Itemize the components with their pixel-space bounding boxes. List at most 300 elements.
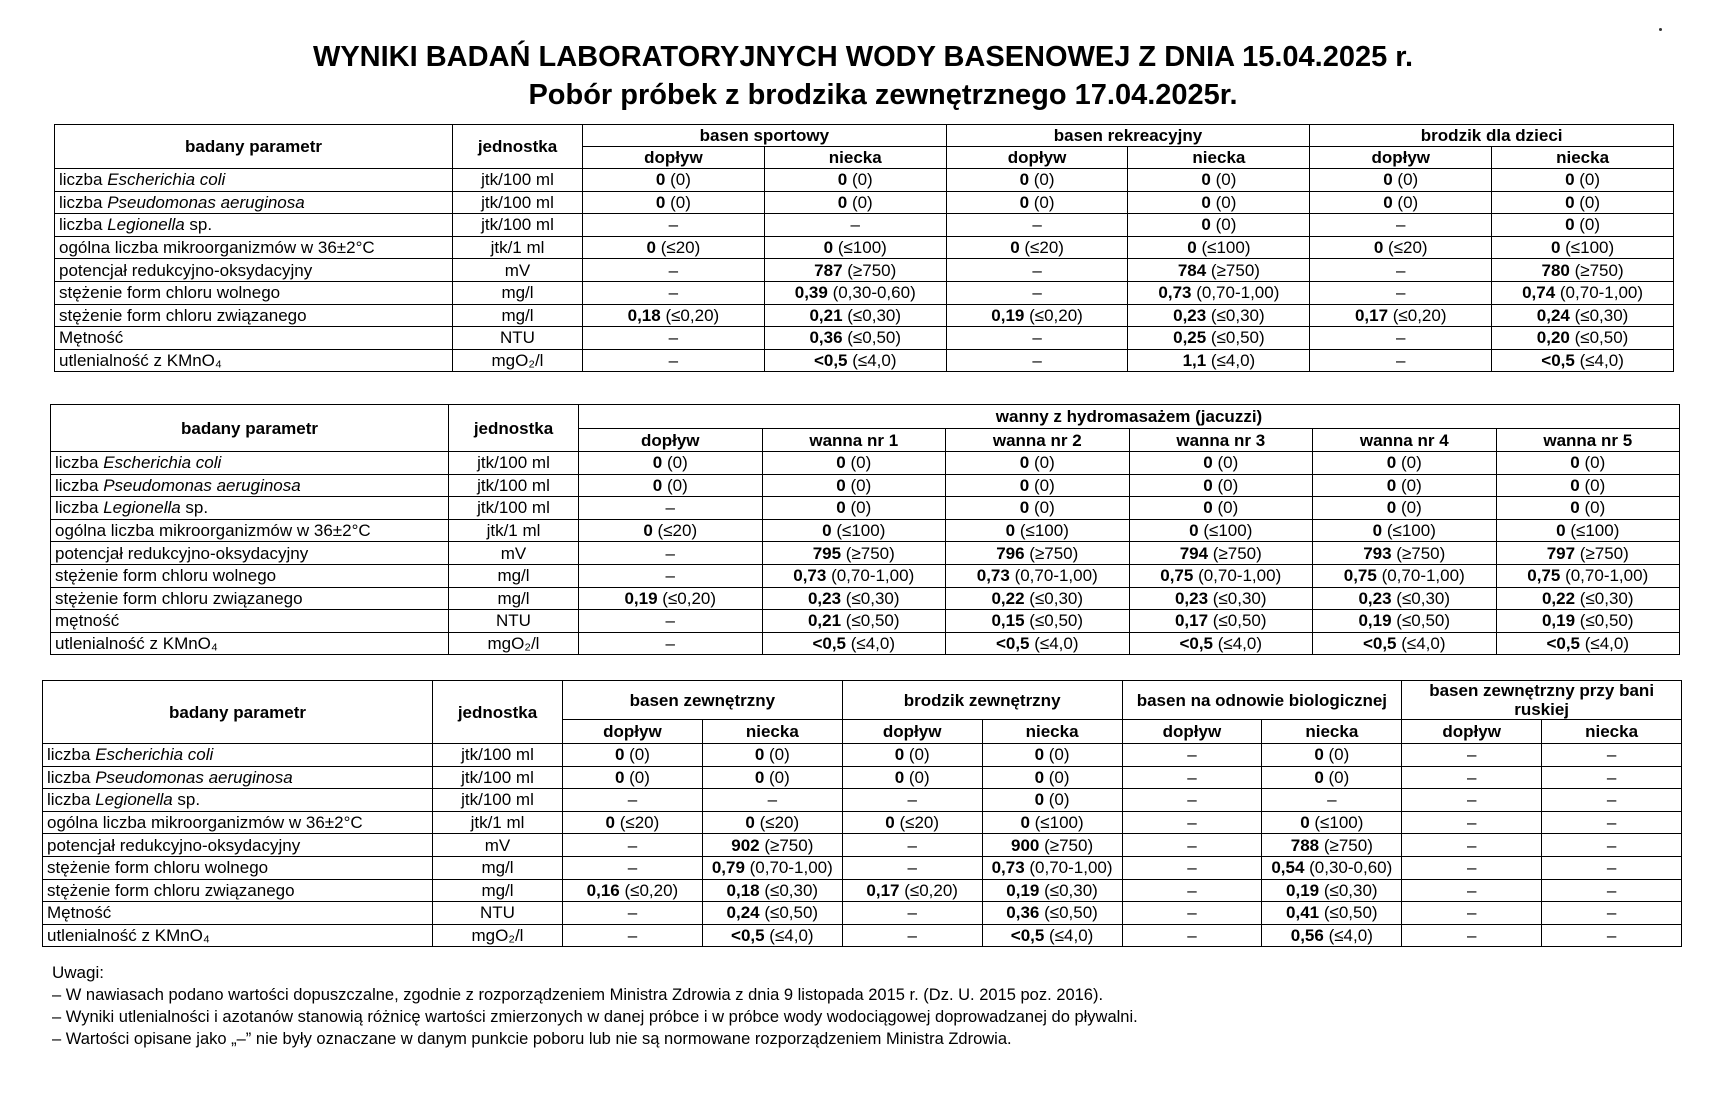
- result-value: –: [665, 498, 675, 518]
- result-value: <0,5: [813, 351, 848, 371]
- table-row: [55, 281, 1674, 304]
- permissible-limit: (≤0,50): [841, 611, 900, 631]
- result-value: –: [1606, 926, 1617, 946]
- result-cell: [946, 169, 1128, 192]
- permissible-limit: (0): [904, 767, 930, 787]
- result-value: 0: [1201, 192, 1211, 212]
- parameter-unit: mgO₂/l: [433, 924, 563, 947]
- result-value: 0: [652, 453, 663, 473]
- sample-column-header: niecka: [1542, 720, 1682, 744]
- result-value: –: [1466, 903, 1477, 923]
- result-value: 0: [837, 170, 848, 190]
- permissible-limit: (≤100): [1198, 521, 1253, 541]
- permissible-limit: (0): [1579, 498, 1606, 518]
- result-cell: [1262, 766, 1402, 789]
- table-row: [43, 811, 1682, 834]
- header-row: [55, 125, 1674, 147]
- result-value: 0: [745, 813, 755, 833]
- result-cell: [982, 789, 1122, 812]
- permissible-limit: (0): [1392, 170, 1419, 190]
- table-row: [43, 834, 1682, 857]
- permissible-limit: (≤0,30): [759, 880, 819, 900]
- result-cell: [583, 259, 765, 282]
- permissible-limit: (≤4,0): [847, 351, 897, 371]
- result-value: 0,19: [991, 305, 1025, 325]
- table-row: [51, 497, 1680, 520]
- result-cell: [1313, 452, 1497, 475]
- result-cell: [946, 452, 1130, 475]
- sample-column-header: niecka: [982, 720, 1122, 744]
- result-value: 0,22: [991, 588, 1025, 608]
- result-cell: [563, 834, 703, 857]
- result-value: –: [1187, 903, 1197, 923]
- result-value: –: [1466, 745, 1477, 765]
- result-cell: [1310, 327, 1492, 350]
- result-value: 0,73: [976, 566, 1010, 586]
- permissible-limit: (0,70-1,00): [1024, 858, 1113, 878]
- result-value: <0,5: [1362, 634, 1397, 654]
- result-cell: [1128, 327, 1310, 350]
- result-value: –: [665, 566, 675, 586]
- permissible-limit: (≥750): [1024, 543, 1079, 563]
- parameter-unit: NTU: [433, 902, 563, 925]
- result-cell: [583, 191, 765, 214]
- parameter-name: [43, 924, 433, 947]
- sample-column-header: dopływ: [946, 147, 1128, 169]
- result-value: 0,23: [1358, 588, 1392, 608]
- parameter-unit: mV: [453, 259, 583, 282]
- permissible-limit: (0): [1212, 453, 1239, 473]
- permissible-limit: (≤100): [1382, 521, 1436, 541]
- result-cell: [1313, 587, 1497, 610]
- result-value: 0: [1201, 215, 1211, 235]
- result-cell: [579, 632, 763, 655]
- result-value: 0,16: [586, 880, 620, 900]
- result-cell: [842, 856, 982, 879]
- result-cell: [1129, 632, 1313, 655]
- permissible-limit: (≤0,30): [1208, 588, 1267, 608]
- result-cell: [702, 879, 842, 902]
- parameter-unit: mg/l: [449, 564, 579, 587]
- result-cell: [946, 349, 1128, 372]
- result-cell: [1542, 766, 1682, 789]
- result-cell: [946, 327, 1128, 350]
- result-value: 0: [836, 498, 846, 518]
- result-cell: [579, 587, 763, 610]
- parameter-unit: jtk/100 ml: [433, 789, 563, 812]
- result-value: 787: [814, 260, 843, 280]
- result-value: –: [1606, 745, 1617, 765]
- table-row: [43, 789, 1682, 812]
- result-cell: [1402, 744, 1542, 767]
- result-value: 0: [1556, 521, 1566, 541]
- table-row: [51, 452, 1680, 475]
- result-value: 0: [1565, 215, 1575, 235]
- result-value: –: [1466, 790, 1477, 810]
- sample-column-header: niecka: [1128, 147, 1310, 169]
- result-cell: [579, 610, 763, 633]
- result-value: 0,15: [991, 611, 1025, 631]
- parameter-unit: jtk/100 ml: [433, 766, 563, 789]
- permissible-limit: (0,30-0,60): [1304, 858, 1393, 878]
- result-value: –: [1187, 835, 1197, 855]
- result-value: 0,56: [1290, 926, 1324, 946]
- result-value: –: [1395, 351, 1406, 371]
- permissible-limit: (≤4,0): [1323, 926, 1373, 946]
- result-cell: [1128, 304, 1310, 327]
- result-cell: [762, 542, 946, 565]
- sample-column-header: wanna nr 1: [762, 429, 946, 452]
- result-value: 0: [1034, 745, 1045, 765]
- result-cell: [1402, 924, 1542, 947]
- result-value: –: [1032, 328, 1042, 348]
- result-cell: [982, 924, 1122, 947]
- result-value: 0: [1019, 453, 1030, 473]
- permissible-limit: (≤4,0): [1029, 634, 1079, 654]
- result-value: 0: [1570, 453, 1580, 473]
- result-cell: [579, 519, 763, 542]
- result-value: –: [668, 328, 679, 348]
- parameter-name: [51, 564, 449, 587]
- parameter-organism: Legionella: [95, 790, 173, 810]
- table-row: [55, 169, 1674, 192]
- parameter-unit: jtk/100 ml: [433, 744, 563, 767]
- result-value: 0,20: [1536, 328, 1570, 348]
- result-value: 796: [996, 543, 1025, 563]
- result-value: –: [665, 543, 675, 563]
- result-cell: [1129, 542, 1313, 565]
- parameter-name: [51, 542, 449, 565]
- result-value: 780: [1541, 260, 1570, 280]
- result-cell: [1496, 474, 1680, 497]
- result-cell: [1310, 214, 1492, 237]
- result-cell: [1313, 497, 1497, 520]
- table-row: [51, 564, 1680, 587]
- result-cell: [583, 281, 765, 304]
- result-value: 0: [894, 767, 905, 787]
- result-cell: [1492, 191, 1674, 214]
- parameter-name: [51, 474, 449, 497]
- parameter-organism: Escherichia coli: [103, 453, 222, 473]
- result-cell: [946, 542, 1130, 565]
- result-value: –: [1395, 283, 1406, 303]
- result-cell: [764, 327, 946, 350]
- permissible-limit: (0): [1579, 475, 1606, 495]
- result-value: –: [1395, 328, 1406, 348]
- result-cell: [1542, 879, 1682, 902]
- parameter-unit: mgO₂/l: [453, 349, 583, 372]
- sample-column-header: wanna nr 4: [1313, 429, 1497, 452]
- result-value: 0,73: [991, 858, 1025, 878]
- result-cell: [1128, 259, 1310, 282]
- result-value: 0,39: [794, 283, 828, 303]
- result-value: 0,73: [1158, 283, 1192, 303]
- result-cell: [946, 474, 1130, 497]
- permissible-limit: (≤4,0): [764, 926, 814, 946]
- parameter-name: [51, 587, 449, 610]
- result-cell: [982, 902, 1122, 925]
- result-cell: [1542, 789, 1682, 812]
- permissible-limit: (≤0,50): [842, 328, 902, 348]
- permissible-limit: (≤20): [1019, 238, 1064, 258]
- result-cell: [842, 766, 982, 789]
- result-value: 0,18: [726, 880, 760, 900]
- result-cell: [702, 902, 842, 925]
- permissible-limit: (≤0,30): [1575, 588, 1634, 608]
- parameter-label: liczba: [47, 767, 96, 787]
- result-value: 0: [1019, 192, 1030, 212]
- parameter-name: [55, 349, 453, 372]
- permissible-limit: (≤0,30): [1039, 880, 1098, 900]
- permissible-limit: (≤100): [831, 521, 886, 541]
- result-cell: [1313, 632, 1497, 655]
- result-value: 0,41: [1286, 903, 1320, 923]
- permissible-limit: (≥750): [1206, 260, 1260, 280]
- parameter-organism: Pseudomonas aeruginosa: [107, 192, 305, 212]
- permissible-limit: (0): [1029, 453, 1055, 473]
- result-value: 0,19: [1358, 611, 1392, 631]
- parameter-name: [43, 811, 433, 834]
- result-cell: [1310, 349, 1492, 372]
- table-row: [43, 856, 1682, 879]
- permissible-limit: (≤0,30): [1319, 880, 1378, 900]
- table-row: [51, 542, 1680, 565]
- result-value: 0: [894, 745, 905, 765]
- result-cell: [1492, 281, 1674, 304]
- permissible-limit: (≤100): [833, 238, 887, 258]
- result-value: 0: [1386, 498, 1397, 518]
- results-table: [42, 680, 1682, 947]
- result-cell: [1128, 191, 1310, 214]
- result-cell: [1128, 349, 1310, 372]
- result-value: –: [665, 611, 675, 631]
- result-cell: [762, 497, 946, 520]
- result-value: 0: [1019, 498, 1030, 518]
- result-value: –: [627, 858, 638, 878]
- result-cell: [563, 744, 703, 767]
- parameter-label: liczba: [47, 790, 96, 810]
- result-value: –: [627, 835, 638, 855]
- permissible-limit: (0): [662, 475, 688, 495]
- permissible-limit: (0): [1210, 215, 1237, 235]
- result-value: –: [627, 903, 638, 923]
- result-cell: [1310, 281, 1492, 304]
- result-value: 0,75: [1343, 566, 1377, 586]
- permissible-limit: (≤0,50): [1575, 611, 1634, 631]
- parameter-name: [43, 834, 433, 857]
- permissible-limit: (≤20): [652, 521, 698, 541]
- result-value: 0,19: [624, 588, 658, 608]
- table-row: [43, 744, 1682, 767]
- result-value: –: [1466, 835, 1477, 855]
- result-cell: [1492, 349, 1674, 372]
- result-value: –: [1032, 351, 1042, 371]
- result-value: –: [907, 835, 917, 855]
- permissible-limit: (0): [847, 192, 873, 212]
- result-cell: [1129, 474, 1313, 497]
- sample-column-header: niecka: [1262, 720, 1402, 744]
- result-cell: [583, 349, 765, 372]
- result-cell: [1496, 564, 1680, 587]
- result-cell: [1128, 236, 1310, 259]
- result-value: 0: [1565, 192, 1575, 212]
- result-cell: [764, 259, 946, 282]
- result-value: –: [1606, 903, 1617, 923]
- result-cell: [583, 236, 765, 259]
- result-value: 0: [1034, 790, 1045, 810]
- table-row: [51, 519, 1680, 542]
- parameter-label: liczba: [55, 475, 104, 495]
- sample-column-header: dopływ: [1310, 147, 1492, 169]
- parameter-unit: NTU: [449, 610, 579, 633]
- result-cell: [842, 924, 982, 947]
- sample-column-header: dopływ: [563, 720, 703, 744]
- sampling-point-group-header: basen rekreacyjny: [946, 125, 1310, 147]
- parameter-label: stężenie form chloru wolnego: [47, 858, 269, 878]
- permissible-limit: (0): [1210, 170, 1237, 190]
- result-cell: [1122, 902, 1262, 925]
- result-cell: [764, 304, 946, 327]
- result-cell: [1402, 789, 1542, 812]
- sampling-point-group-header: brodzik zewnętrzny: [842, 681, 1122, 720]
- permissible-limit: (0): [1044, 767, 1070, 787]
- parameter-label: liczba: [55, 498, 104, 518]
- result-value: 0: [1314, 745, 1324, 765]
- parameter-name: [43, 789, 433, 812]
- permissible-limit: (0): [764, 767, 790, 787]
- result-value: 0: [1383, 192, 1393, 212]
- parameter-unit: jtk/100 ml: [449, 452, 579, 475]
- result-cell: [1492, 236, 1674, 259]
- result-cell: [946, 519, 1130, 542]
- permissible-limit: (≤20): [894, 813, 940, 833]
- result-value: –: [1032, 215, 1042, 235]
- result-value: –: [1395, 260, 1406, 280]
- permissible-limit: (0): [1029, 498, 1055, 518]
- result-cell: [1402, 811, 1542, 834]
- parameter-unit: jtk/100 ml: [453, 169, 583, 192]
- result-cell: [1313, 564, 1497, 587]
- parameter-name: [55, 169, 453, 192]
- result-value: 0: [836, 475, 846, 495]
- result-value: 0: [837, 192, 848, 212]
- permissible-limit: (≤20): [1383, 238, 1428, 258]
- permissible-limit: (≤0,30): [1024, 588, 1084, 608]
- result-cell: [1402, 834, 1542, 857]
- parameter-label: liczba: [59, 170, 108, 190]
- permissible-limit: (0): [1212, 498, 1239, 518]
- permissible-limit: (≤0,30): [1206, 305, 1265, 325]
- result-cell: [1492, 169, 1674, 192]
- result-value: 0: [605, 813, 616, 833]
- result-value: –: [1466, 880, 1477, 900]
- result-cell: [1402, 856, 1542, 879]
- permissible-limit: (≤20): [615, 813, 660, 833]
- result-cell: [1262, 811, 1402, 834]
- result-value: 0,73: [793, 566, 827, 586]
- table-row: [55, 214, 1674, 237]
- sampling-point-group-header: basen zewnętrzny przy bani ruskiej: [1402, 681, 1682, 720]
- permissible-limit: (≤0,30): [841, 588, 900, 608]
- result-value: 0: [1203, 498, 1213, 518]
- result-value: 0: [643, 521, 653, 541]
- permissible-limit: (0): [904, 745, 930, 765]
- result-cell: [1129, 452, 1313, 475]
- result-cell: [1542, 811, 1682, 834]
- result-value: –: [627, 926, 638, 946]
- result-cell: [563, 811, 703, 834]
- parameter-name: [55, 236, 453, 259]
- result-value: 0: [1189, 521, 1199, 541]
- permissible-limit: (0): [1396, 475, 1422, 495]
- result-value: 0,36: [809, 328, 843, 348]
- permissible-limit: (≤0,50): [1391, 611, 1451, 631]
- result-cell: [1310, 169, 1492, 192]
- permissible-limit: (0): [845, 475, 872, 495]
- result-cell: [1262, 902, 1402, 925]
- permissible-limit: (0): [624, 745, 650, 765]
- parameter-unit: mV: [449, 542, 579, 565]
- parameter-name: [51, 497, 449, 520]
- sampling-point-group-header: basen sportowy: [583, 125, 947, 147]
- permissible-limit: (0): [1396, 498, 1422, 518]
- permissible-limit: (0): [1392, 192, 1419, 212]
- parameter-label: Mętność: [59, 328, 124, 348]
- result-cell: [764, 281, 946, 304]
- permissible-limit: (0,70-1,00): [744, 858, 833, 878]
- permissible-limit: (≤100): [1015, 521, 1069, 541]
- result-cell: [764, 214, 946, 237]
- result-cell: [842, 744, 982, 767]
- result-value: 0: [646, 238, 656, 258]
- permissible-limit: (≤100): [1309, 813, 1364, 833]
- result-value: 0,24: [1536, 305, 1570, 325]
- result-cell: [946, 497, 1130, 520]
- result-cell: [579, 564, 763, 587]
- results-table-jacuzzi: [50, 404, 1680, 655]
- result-cell: [982, 811, 1122, 834]
- permissible-limit: (≤0,20): [899, 880, 958, 900]
- results-table-pools: [54, 124, 1674, 372]
- permissible-limit: (≤0,50): [759, 903, 819, 923]
- table-row: [55, 259, 1674, 282]
- result-value: 0: [1300, 813, 1310, 833]
- result-cell: [1129, 497, 1313, 520]
- result-value: –: [1466, 767, 1477, 787]
- result-value: –: [767, 790, 778, 810]
- result-value: –: [1187, 858, 1197, 878]
- result-cell: [1492, 327, 1674, 350]
- result-cell: [842, 789, 982, 812]
- sample-column-header: wanna nr 3: [1129, 429, 1313, 452]
- result-cell: [702, 789, 842, 812]
- result-cell: [982, 879, 1122, 902]
- unit-column-header: jednostka: [449, 405, 579, 452]
- result-cell: [842, 902, 982, 925]
- result-value: 0,19: [1541, 611, 1576, 631]
- permissible-limit: (0): [1396, 453, 1422, 473]
- result-cell: [563, 766, 703, 789]
- permissible-limit: (0,70-1,00): [826, 566, 915, 586]
- permissible-limit: (0): [1212, 475, 1239, 495]
- permissible-limit: (0): [845, 498, 872, 518]
- result-cell: [1313, 610, 1497, 633]
- result-cell: [982, 744, 1122, 767]
- permissible-limit: (≤0,20): [1388, 305, 1447, 325]
- result-cell: [1496, 632, 1680, 655]
- result-value: –: [1395, 215, 1406, 235]
- permissible-limit: (≤100): [1029, 813, 1084, 833]
